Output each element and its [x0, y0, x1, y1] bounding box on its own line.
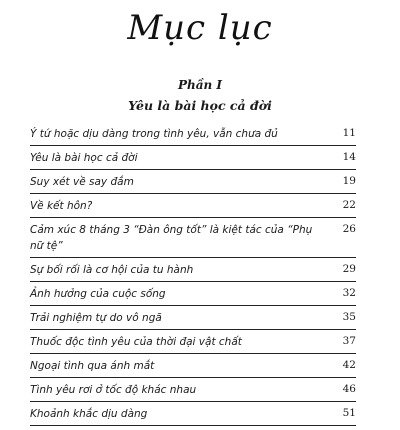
toc-entry-title: Ảnh hưởng của cuộc sống [30, 288, 166, 300]
toc-entry[interactable] [30, 286, 356, 306]
toc-entry-title: Sự bối rối là cơ hội của tu hành [30, 264, 194, 276]
toc-entry[interactable] [30, 174, 356, 194]
toc-entry[interactable] [30, 126, 356, 146]
toc-entry-title: Cảm xúc 8 tháng 3 “Đàn ông tốt” là kiệt tác của “Phụ nữ tệ” [30, 224, 313, 252]
toc-entry-title: Ý tứ hoặc dịu dàng trong tình yêu, vẫn chưa đủ [30, 128, 278, 140]
toc-entry-title: Yêu là bài học cả đời [30, 152, 138, 164]
toc-entry-page: 14 [342, 151, 356, 163]
toc-entry-page: 11 [342, 127, 356, 139]
toc-entry-page: 46 [342, 383, 356, 395]
toc-entry[interactable] [30, 262, 356, 282]
toc-entry-page: 51 [342, 407, 356, 419]
toc-entry-page: 19 [342, 175, 356, 187]
toc-entry[interactable] [30, 334, 356, 354]
toc-entry-page: 37 [342, 335, 356, 347]
toc-entry[interactable] [30, 150, 356, 170]
toc-entry-title: Ngoại tình qua ánh mắt [30, 360, 155, 372]
toc-entry-title: Về kết hôn? [30, 200, 93, 212]
toc-entry-page: 29 [342, 263, 356, 275]
toc-entry[interactable] [30, 310, 356, 330]
part-title: Yêu là bài học cả đời [128, 98, 272, 113]
toc-entry-title: Suy xét về say đắm [30, 176, 134, 188]
toc-entry-title: Trải nghiệm tự do vô ngã [30, 312, 162, 324]
toc-entry-title: Tình yêu rơi ở tốc độ khác nhau [30, 384, 197, 396]
toc-entry-page: 35 [342, 311, 356, 323]
toc-entry-title: Khoảnh khắc dịu dàng [30, 408, 148, 420]
toc-entry-page: 32 [342, 287, 356, 299]
toc-entry[interactable] [30, 222, 356, 258]
toc-entry-page: 26 [342, 223, 356, 235]
toc-entry[interactable] [30, 406, 356, 426]
toc-entry[interactable] [30, 198, 356, 218]
toc-entry-page: 22 [342, 199, 356, 211]
toc-entry[interactable] [30, 358, 356, 378]
toc-entry-page: 42 [342, 359, 356, 371]
toc-list [30, 126, 356, 430]
part-label: Phần I [177, 78, 223, 92]
toc-heading: Mục lục [127, 8, 273, 48]
toc-entry[interactable] [30, 382, 356, 402]
toc-entry-title: Thuốc độc tình yêu của thời đại vật chất [30, 336, 242, 348]
